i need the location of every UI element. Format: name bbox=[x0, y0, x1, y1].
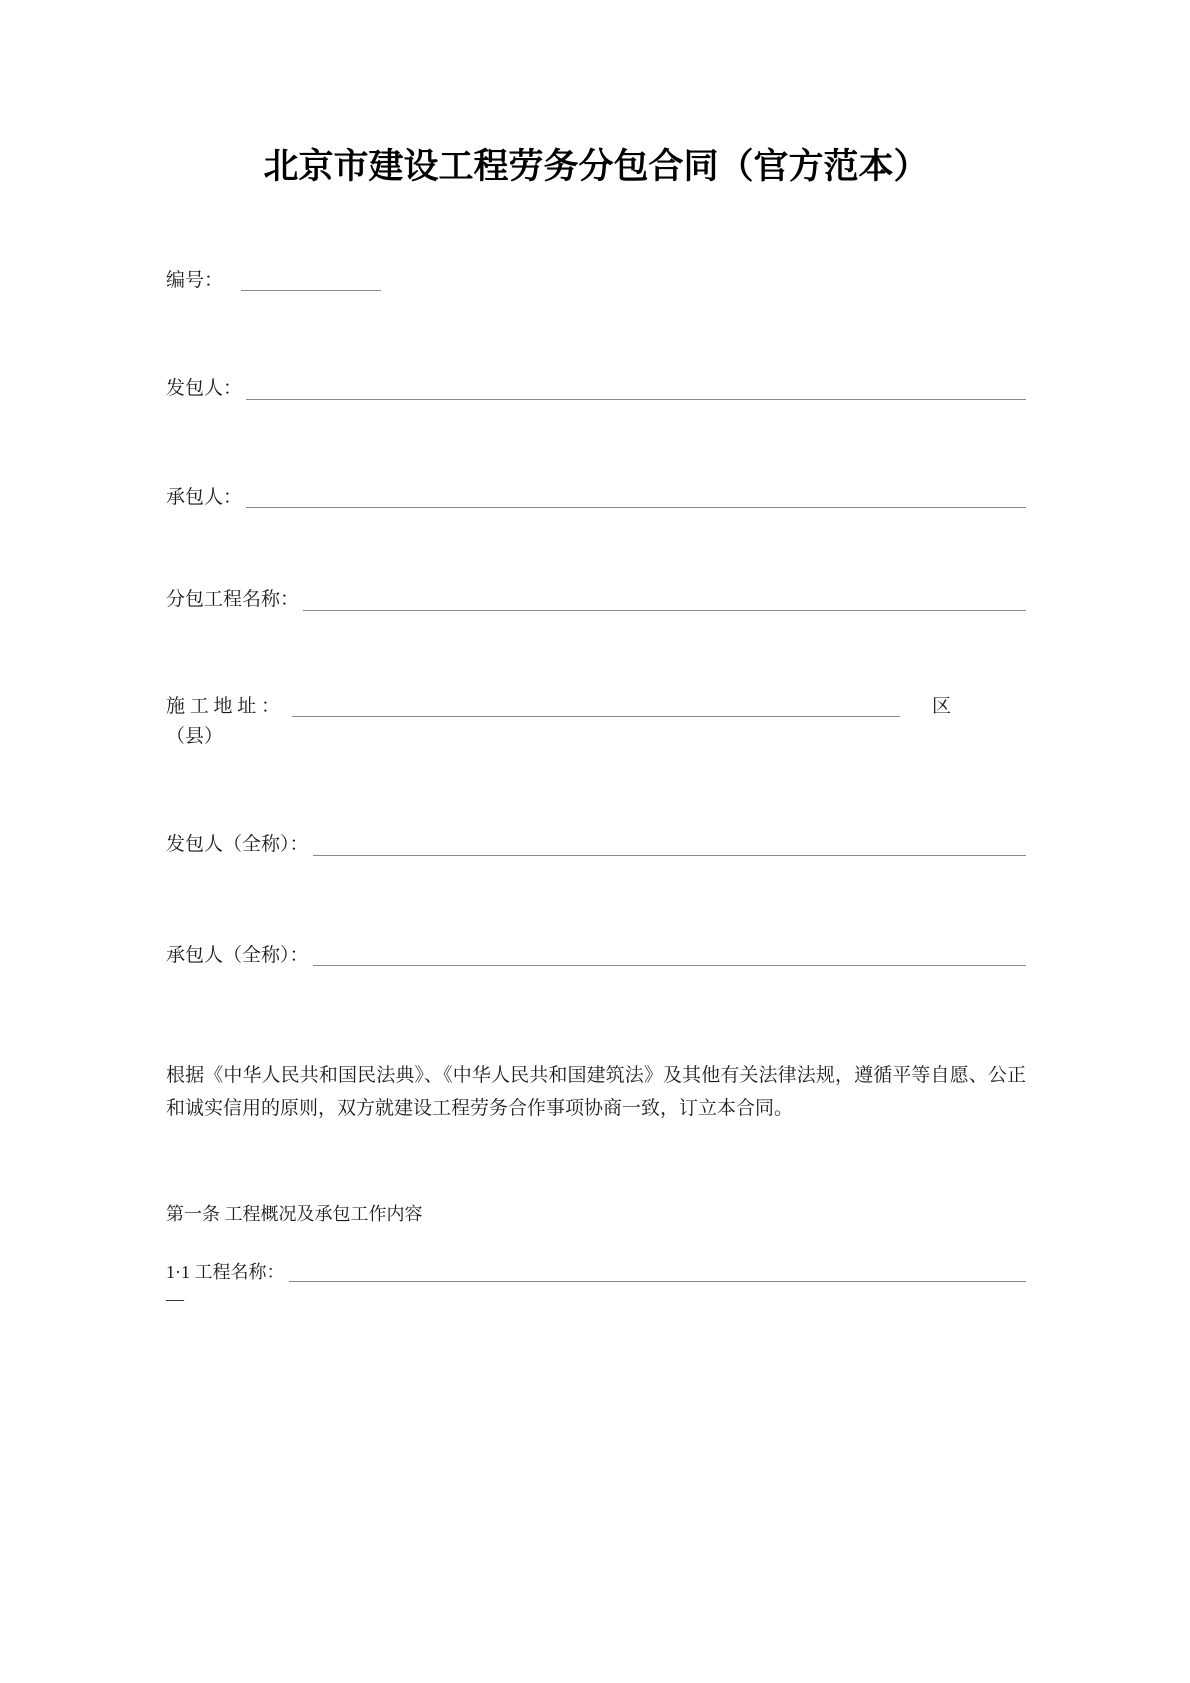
party-b-full-name-label: 承包人（全称）： bbox=[166, 944, 309, 966]
spacer bbox=[166, 616, 1026, 692]
field-site-address bbox=[166, 692, 1026, 722]
party-b-full-name-input-rule[interactable] bbox=[313, 964, 1026, 966]
spacer bbox=[166, 752, 1026, 830]
spacer bbox=[166, 513, 1026, 585]
spacer bbox=[166, 405, 1026, 483]
spacer bbox=[166, 188, 1026, 266]
field-serial-number bbox=[166, 266, 1026, 296]
field-party-b-full-name bbox=[166, 941, 1026, 971]
document-content bbox=[166, 0, 1026, 1312]
field-party-a bbox=[166, 374, 1026, 404]
clause-1-1-label: 1·1 工程名称： bbox=[166, 1262, 285, 1283]
clause-1-1-trailing-mark: — bbox=[166, 1289, 184, 1310]
spacer bbox=[166, 1228, 1026, 1258]
spacer bbox=[166, 861, 1026, 941]
party-a-full-name-label: 发包人（全称）： bbox=[166, 834, 309, 856]
field-subcontract-project-name bbox=[166, 585, 1026, 615]
page-title: 北京市建设工程劳务分包合同（官方范本） bbox=[263, 147, 929, 186]
site-address-label: 施 工 地 址 ： bbox=[166, 695, 281, 717]
spacer bbox=[166, 1126, 1026, 1200]
field-party-a-full-name bbox=[166, 830, 1026, 860]
party-a-label: 发包人： bbox=[166, 378, 243, 400]
party-a-input-rule[interactable] bbox=[246, 398, 1026, 400]
clause-1-1-project-name bbox=[166, 1258, 1026, 1287]
clause-1-1-input-rule[interactable] bbox=[289, 1280, 1027, 1282]
party-a-full-name-input-rule[interactable] bbox=[313, 854, 1026, 856]
subcontract-project-name-label: 分包工程名称： bbox=[166, 589, 300, 611]
party-b-label: 承包人： bbox=[166, 486, 243, 508]
clause-1-heading: 第一条 工程概况及承包工作内容 bbox=[166, 1203, 423, 1224]
site-address-county-suffix: （县） bbox=[166, 725, 224, 747]
serial-number-input-rule[interactable] bbox=[241, 289, 381, 291]
site-address-district-suffix: 区 bbox=[932, 695, 952, 717]
spacer bbox=[166, 971, 1026, 1059]
spacer bbox=[166, 296, 1026, 374]
party-b-input-rule[interactable] bbox=[246, 506, 1026, 508]
site-address-input-rule[interactable] bbox=[292, 715, 900, 717]
preamble-paragraph: 根据《中华人民共和国民法典》、《中华人民共和国建筑法》及其他有关法律法规，遵循平等自愿、公正和诚实信用的原则，双方就建设工程劳务合作事项协商一致，订立本合同。 bbox=[166, 1065, 1026, 1120]
subcontract-project-name-input-rule[interactable] bbox=[303, 609, 1026, 611]
field-party-b bbox=[166, 483, 1026, 513]
serial-number-label: 编号： bbox=[166, 270, 224, 291]
